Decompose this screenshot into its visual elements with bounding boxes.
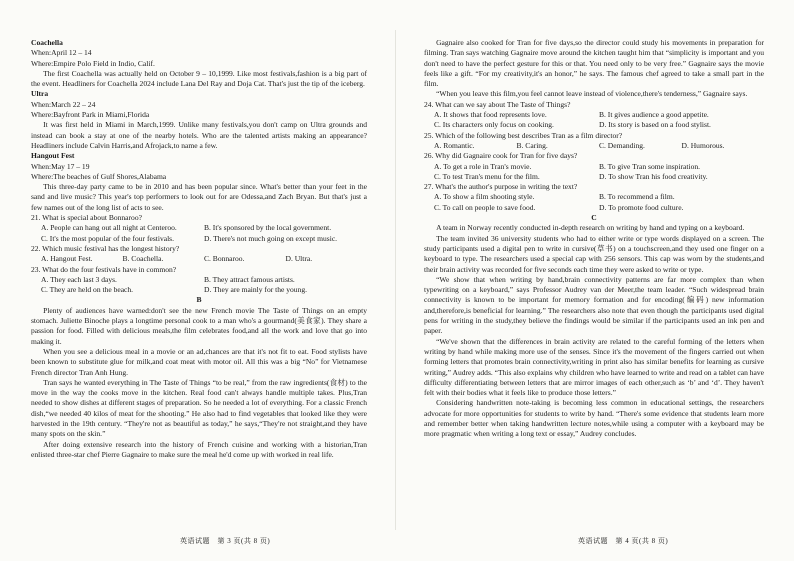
option-d: D. Ultra. — [285, 254, 313, 264]
question-26 — [424, 151, 764, 182]
event-title: Coachella — [31, 38, 63, 47]
passage-c-paragraph: “We show that when writing by hand,brain connectivity patterns are far more complex than when typewriting on a keyboard,” says Professor Audrey van der Meer,the team leader. “Such widespread brain connectivity is known to be important for memory formation and for encoding(编码) new information and,therefore,is beneficial for learning.” The researchers also note that even though the participants used digital pens for writing in the study,they believe the findings would be similar if the participants used an ink pen and paper. — [424, 274, 764, 336]
question-stem: 27. What's the author's purpose in writing the text? — [424, 182, 578, 192]
question-options — [424, 110, 764, 131]
question-options — [31, 223, 367, 244]
option-b: B. Coachella. — [122, 254, 164, 264]
right-column — [424, 38, 764, 440]
option-d: D. They are mainly for the young. — [204, 285, 307, 295]
question-options — [31, 254, 367, 264]
event-desc: The first Coachella was actually held on October 9 – 10,1999. Like most festivals,fashion is a big part of the event. Headliners for Coachella 2024 include Lana Del Ray and Doja Cat. That's just the tip of the iceberg. — [31, 68, 367, 89]
passage-b-paragraph: Gagnaire also cooked for Tran for five days,so the director could study his movements in preparation for filming. Tran says watching Gagnaire move around the kitchen taught him that “simplicity is important and you don't need to have the perfect gesture for this or that. You need only to be very free.” Gagnaire says the movie feels like a gift. “For my creativity,it's an honor,” he says. The famous chef agreed to take a small part in the film. — [424, 38, 764, 89]
event-coachella — [31, 38, 367, 89]
option-a: A. To show a film shooting style. — [434, 192, 535, 202]
event-desc: This three-day party came to be in 2010 and has been popular since. What's better than your feet in the sand and live music? This year's top performers to look out for are Odessa,and Zach Bryan. But that's just a few names out of the long list of acts to see. — [31, 182, 367, 212]
question-22 — [31, 244, 367, 265]
question-stem: 26. Why did Gagnaire cook for Tran for five days? — [424, 151, 578, 161]
option-b: B. They attract famous artists. — [204, 274, 295, 284]
question-options — [424, 192, 764, 213]
option-d: D. To promote food culture. — [599, 202, 684, 212]
option-a: A. They each last 3 days. — [41, 274, 117, 284]
question-27 — [424, 182, 764, 213]
question-options — [424, 141, 764, 151]
event-when: When:May 17 – 19 — [31, 161, 90, 171]
event-when: When:March 22 – 24 — [31, 99, 96, 109]
passage-b-paragraph: When you see a delicious meal in a movie or an ad,chances are that it's not fit to eat. Food stylists have been known to substitute glue for milk,and coat meat with motor oil. All this was a big “No” for Vietnamese French director Tran Anh Hung. — [31, 346, 367, 377]
option-a: A. To get a role in Tran's movie. — [434, 161, 532, 171]
event-hangout — [31, 151, 367, 213]
event-title: Hangout Fest — [31, 151, 75, 161]
option-c: C. To test Tran's menu for the film. — [434, 171, 540, 181]
page-fold — [395, 30, 396, 530]
option-d: D. There's not much going on except music. — [204, 233, 338, 243]
option-a: A. Hangout Fest. — [41, 254, 93, 264]
question-options — [31, 275, 367, 296]
question-stem: 25. Which of the following best describes Tran as a film director? — [424, 130, 623, 140]
passage-b-paragraph: Tran says he wanted everything in The Taste of Things “to be real,” from the raw ingredients(食材) to the move in the way the cooks move in the kitchen. Real food can't always handle multiple takes. Plus,Tran needed to show dishes at different stages of preparation. So he needed a lot of everything. For a classic French dish,“we needed 40 kilos of meat for the shooting.” He also had to find vegetables that looked like they were harvested in the 19th century. “They're not as beautiful as today,” he says,“They're not straight,and they have many spots on the skin.” — [31, 377, 367, 439]
option-d: D. Humorous. — [681, 140, 725, 150]
option-a: A. Romantic. — [434, 140, 475, 150]
question-23 — [31, 265, 367, 296]
page-footer-right: 英语试题 第 4 页(共 8 页) — [578, 537, 669, 545]
event-when: When:April 12 – 14 — [31, 48, 92, 58]
question-24 — [424, 100, 764, 131]
left-column — [31, 38, 367, 460]
option-a: A. People can hang out all night at Centeroo. — [41, 223, 177, 233]
option-a: A. It shows that food represents love. — [434, 110, 547, 120]
passage-c-paragraph: Considering handwritten note-taking is becoming less common in educational settings, the researchers advocate for more opportunities for students to write by hand. “There's some evidence that students learn more and remember better when taking handwritten lecture notes,while using a computer with a keyboard may be more pragmatic when writing a long text or essay,” Audrey concludes. — [424, 398, 764, 439]
option-c: C. Its characters only focus on cooking. — [434, 120, 554, 130]
passage-c-paragraph: The team invited 36 university students who had to either write or type words displayed on a screen. The study participants used a digital pen to write in cursive(草书) on a touchscreen,and they used one finger on a keyboard to type. The researchers used a special cap with 256 sensors. This cap was worn by the students,and their brain activity was recorded for five seconds each time they were asked to write or type. — [424, 233, 764, 274]
event-ultra — [31, 89, 367, 151]
option-b: B. Caring. — [516, 140, 548, 150]
passage-c-paragraph: “We've shown that the differences in brain activity are related to the careful forming of the letters when writing by hand while making more use of the senses. Since it's the movement of the fingers carried out when forming letters that promotes brain connectivity,writing in print also has similar benefits for learning as cursive writing,” Audrey adds. “This also explains why children who have learned to write and read on a tablet can have difficulty differentiating between letters that are mirror images of each other,such as ‘b’ and ‘d’. They haven't felt with their bodies what it feels like to produce those letters.” — [424, 336, 764, 398]
option-d: D. Its story is based on a food stylist. — [599, 120, 711, 130]
question-stem: 24. What can we say about The Taste of Things? — [424, 99, 571, 109]
event-desc: It was first held in Miami in March,1999. Unlike many festivals,you don't camp on Ultra grounds and instead can book a stay at one of the nearby hotels. Who are the talented artists making an appearance? Headliners include Calvin Harris,and Afrojack,to name a few. — [31, 120, 367, 150]
option-c: C. Bonnaroo. — [204, 254, 245, 264]
passage-c-paragraph: A team in Norway recently conducted in-depth research on writing by hand and typing on a keyboard. — [436, 223, 745, 233]
passage-b-paragraph: “When you leave this film,you feel cannot leave instead of violence,there's tenderness,” Gagnaire says. — [436, 89, 748, 99]
option-b: B. It gives audience a good appetite. — [599, 110, 709, 120]
event-where: Where:Empire Polo Field in Indio, Calif. — [31, 58, 155, 68]
passage-b-paragraph: After doing extensive research into the history of French cuisine and working with a historian,Tran enlisted three-star chef Pierre Gagnaire to make sure the meal he'd come up with worked in real life. — [31, 439, 367, 459]
option-b: B. To recommend a film. — [599, 192, 675, 202]
question-21 — [31, 213, 367, 244]
question-options — [424, 162, 764, 183]
event-where: Where:The beaches of Gulf Shores,Alabama — [31, 171, 167, 181]
question-25 — [424, 131, 764, 152]
option-c: C. Demanding. — [599, 140, 645, 150]
option-c: C. It's the most popular of the four festivals. — [41, 233, 174, 243]
event-where: Where:Bayfront Park in Miami,Florida — [31, 110, 150, 120]
question-stem: 21. What is special about Bonnaroo? — [31, 213, 142, 223]
question-stem: 23. What do the four festivals have in common? — [31, 264, 177, 274]
option-c: C. They are held on the beach. — [41, 285, 134, 295]
option-b: B. It's sponsored by the local government. — [204, 223, 332, 233]
page-footer-left: 英语试题 第 3 页(共 8 页) — [180, 537, 271, 545]
passage-b-paragraph: Plenty of audiences have warned:don't see the new French movie The Taste of Things on an empty stomach. Juliette Binoche plays a longtime personal cook to a man who's a gourmand(美食家). They share a passion for food. Filled with delicious meals,the film celebrates food,and all the work and love that go into making it. — [31, 305, 367, 346]
question-stem: 22. Which music festival has the longest history? — [31, 243, 180, 253]
section-b-heading: B — [196, 295, 202, 305]
section-c-heading: C — [591, 213, 597, 223]
option-d: D. To show Tran his food creativity. — [599, 171, 708, 181]
option-b: B. To give Tran some inspiration. — [599, 161, 701, 171]
event-title: Ultra — [31, 89, 49, 99]
option-c: C. To call on people to save food. — [434, 202, 536, 212]
